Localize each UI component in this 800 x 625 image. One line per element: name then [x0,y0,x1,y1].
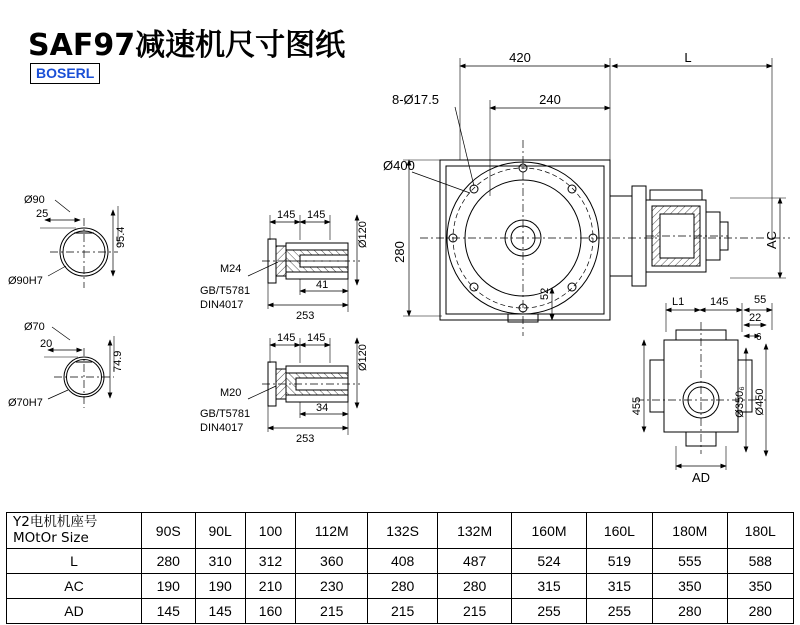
hollow-shaft-bottom-view [248,338,360,435]
cell-L-6: 524 [512,549,586,574]
label-hst-dia: Ø120 [357,221,369,248]
cell-L-2: 312 [245,549,295,574]
label-hst-std1: GB/T5781 [200,285,251,297]
main-front-view [403,58,790,336]
page-title: SAF97减速机尺寸图纸 [28,28,346,63]
label-L: L [684,50,692,65]
label-240: 240 [539,92,561,107]
table-col-6: 160M [512,513,586,549]
label-hst-253: 253 [296,310,315,322]
label-d-outer-bottom: Ø70 [24,321,45,333]
cell-AC-9: 350 [727,574,794,599]
label-AC: AC [764,230,779,250]
cell-L-3: 360 [296,549,368,574]
table-col-3: 112M [296,513,368,549]
table-col-8: 180M [653,513,727,549]
label-hsb-thread: M20 [220,387,242,399]
cell-AD-7: 255 [586,599,652,624]
cell-AD-3: 215 [296,599,368,624]
cell-AD-1: 145 [195,599,245,624]
cell-AD-6: 255 [512,599,586,624]
label-hsb-145a: 145 [277,332,296,344]
label-hsb-dia: Ø120 [357,344,369,371]
label-key-width-top: 25 [36,208,49,220]
left-shaft-bottom-view [44,327,114,408]
table-row [7,599,794,624]
table-col-1: 90L [195,513,245,549]
table-col-4: 132S [368,513,438,549]
label-hsb-std2: DIN4017 [200,422,244,434]
row-label-AD: AD [7,599,142,624]
label-AD: AD [691,470,711,485]
row-label-AC: AC [7,574,142,599]
label-dia450: Ø450 [754,388,766,416]
cell-L-5: 487 [437,549,511,574]
cell-AD-9: 280 [727,599,794,624]
label-height-top: 95.4 [115,226,127,248]
label-hst-41: 41 [316,279,329,291]
label-22: 22 [749,312,762,324]
label-bore-top: Ø90H7 [8,275,43,287]
cell-L-8: 555 [653,549,727,574]
label-hst-145b: 145 [307,209,326,221]
label-hst-thread: M24 [220,263,242,275]
cell-AC-0: 190 [142,574,196,599]
table-row [7,574,794,599]
cell-AD-4: 215 [368,599,438,624]
cell-L-1: 310 [195,549,245,574]
table-header-row [7,513,794,549]
cell-AD-5: 215 [437,599,511,624]
label-hsb-34: 34 [316,402,329,414]
label-hsb-253: 253 [296,433,315,445]
table-col-0: 90S [142,513,196,549]
table-header-rowlabel [7,513,142,549]
label-455: 455 [631,396,643,416]
label-55: 55 [754,294,767,306]
label-hst-145a: 145 [277,209,296,221]
cell-L-4: 408 [368,549,438,574]
label-L1: L1 [672,296,685,308]
table-col-5: 132M [437,513,511,549]
cell-AC-1: 190 [195,574,245,599]
table-header-en: MOtOr Size [13,529,89,546]
cell-L-0: 280 [142,549,196,574]
label-ev-145: 145 [710,296,729,308]
label-dia350: Ø350₆ [734,386,746,418]
cell-AC-8: 350 [653,574,727,599]
cell-AD-8: 280 [653,599,727,624]
label-420: 420 [509,50,531,65]
cell-AC-5: 280 [437,574,511,599]
label-d-outer-top: Ø90 [24,194,45,206]
label-52: 52 [539,287,551,300]
cell-AD-0: 145 [142,599,196,624]
label-hsb-145b: 145 [307,332,326,344]
label-holes: 8-Ø17.5 [392,92,439,107]
row-label-L: L [7,549,142,574]
cell-AC-3: 230 [296,574,368,599]
cell-AC-4: 280 [368,574,438,599]
table-col-7: 160L [586,513,652,549]
cell-AC-2: 210 [245,574,295,599]
cell-AD-2: 160 [245,599,295,624]
label-flange-dia: Ø400 [383,158,415,173]
table-header-cn: Y2电机机座号 [13,514,98,530]
table-row [7,549,794,574]
motor-size-table [6,512,794,624]
label-key-width-bottom: 20 [40,338,53,350]
label-bore-bottom: Ø70H7 [8,397,43,409]
label-height-bottom: 74.9 [112,350,124,372]
left-shaft-top-view [40,200,118,288]
table-col-9: 180L [727,513,794,549]
cell-AC-6: 315 [512,574,586,599]
label-hsb-std1: GB/T5781 [200,408,251,420]
table-col-2: 100 [245,513,295,549]
cell-AC-7: 315 [586,574,652,599]
label-6: 6 [756,332,762,343]
right-end-view [636,303,772,470]
brand-badge: BOSERL [30,63,100,84]
label-280: 280 [392,241,407,263]
cell-L-7: 519 [586,549,652,574]
label-hst-std2: DIN4017 [200,299,244,311]
hollow-shaft-top-view [248,215,360,312]
cell-L-9: 588 [727,549,794,574]
